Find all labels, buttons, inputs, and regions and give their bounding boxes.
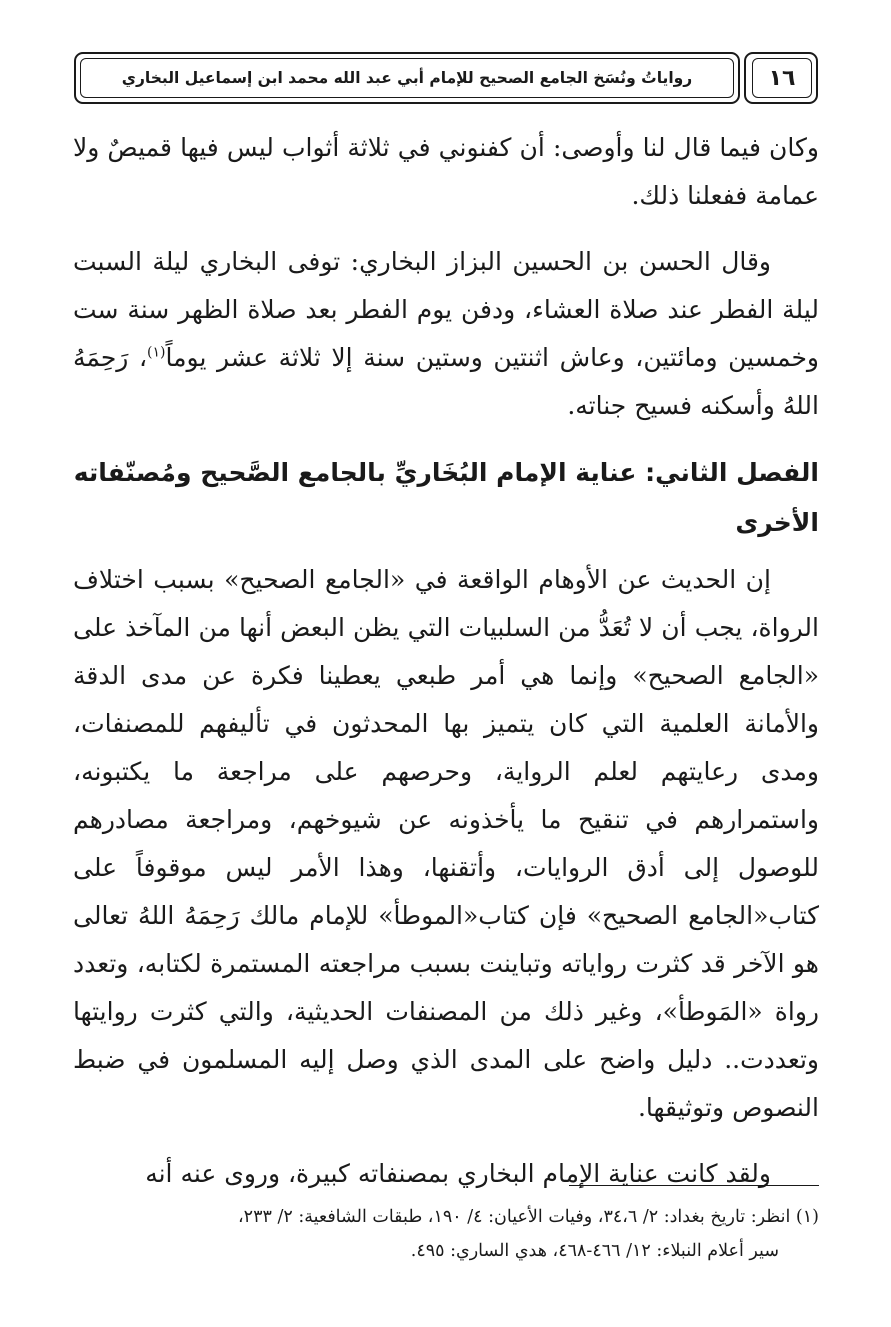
- running-title: رواياتُ ونُسَخ الجامع الصحيح للإمام أبي عبد الله محمد ابن إسماعيل البخاري: [80, 58, 734, 98]
- paragraph-bukhari-care: ولقد كانت عناية الإمام البخاري بمصنفاته كبيرة، وروى عنه أنه: [145, 1159, 771, 1188]
- paragraph-burial-instructions: وكان فيما قال لنا وأوصى: أن كفنوني في ثلاثة أثواب ليس فيها قميصٌ ولا عمامة ففعلنا ذلك.: [73, 133, 819, 210]
- paragraph-death-date-text: وقال الحسن بن الحسين البزاز البخاري: توفى البخاري ليلة السبت ليلة الفطر عند صلاة العشاء، ودفن يوم الفطر بعد صلاة الظهر سنة ست وخمسين ومائتين، وعاش اثنتين وستين سنة إلا ثلاثة عشر يوماً: [73, 247, 819, 372]
- running-title-frame: [74, 52, 740, 104]
- footnote: [73, 1200, 819, 1268]
- paragraph-narration-variations: إن الحديث عن الأوهام الواقعة في «الجامع الصحيح» بسبب اختلاف الرواة، يجب أن لا تُعَدُّ من السلبيات التي يظن البعض أنها من المآخذ على «الجامع الصحيح» وإنما هي أمر طبعي يعطينا فكرة عن مدى الدقة والأمانة العلمية التي كان يتميز بها المحدثون في تأليفهم للمصنفات، ومدى رعايتهم لعلم الرواية، وحرصهم على مراجعة ما يكتبونه، واستمرارهم في تنقيح ما يأخذونه عن شيوخهم، ومراجعة مصادرهم للوصول إلى أدق الروايات، وأتقنها، وهذا الأمر ليس موقوفاً على كتاب«الجامع الصحيح» فإن كتاب«الموطأ» للإمام مالك رَحِمَهُ اللهُ تعالى هو الآخر قد كثرت رواياته وتباينت بسبب مراجعته المستمرة لكتابه، وتعدد رواة «المَوطأ»، وغير ذلك من المصنفات الحديثية، والتي كثرت روايتها وتعددت.. دليل واضح على المدى الذي وصل إليه المسلمون في ضبط النصوص وتوثيقها.: [73, 565, 819, 1122]
- footnote-reference: (١): [147, 344, 166, 361]
- page-number-frame: [744, 52, 818, 104]
- footnote-line-1: (١) انظر: تاريخ بغداد: ٢/ ٣٤،٦، وفيات الأعيان: ٤/ ١٩٠، طبقات الشافعية: ٢/ ٢٣٣،: [238, 1207, 819, 1227]
- page-header: [74, 52, 818, 104]
- chapter-heading: الفصل الثاني: عناية الإمام البُخَاريِّ بالجامع الصَّحيح ومُصنّفاته الأخرى: [73, 458, 819, 537]
- page-number: ١٦: [752, 58, 812, 98]
- footnote-line-2: سير أعلام النبلاء: ١٢/ ٤٦٦-٤٦٨، هدي الساري: ٤٩٥.: [410, 1241, 779, 1261]
- paragraph-death-date: [73, 238, 819, 430]
- page-body: [73, 124, 819, 1216]
- paragraph-death-date-end: ، رَحِمَهُ اللهُ وأسكنه فسيح جناته.: [73, 343, 819, 420]
- footnote-divider: [569, 1185, 819, 1186]
